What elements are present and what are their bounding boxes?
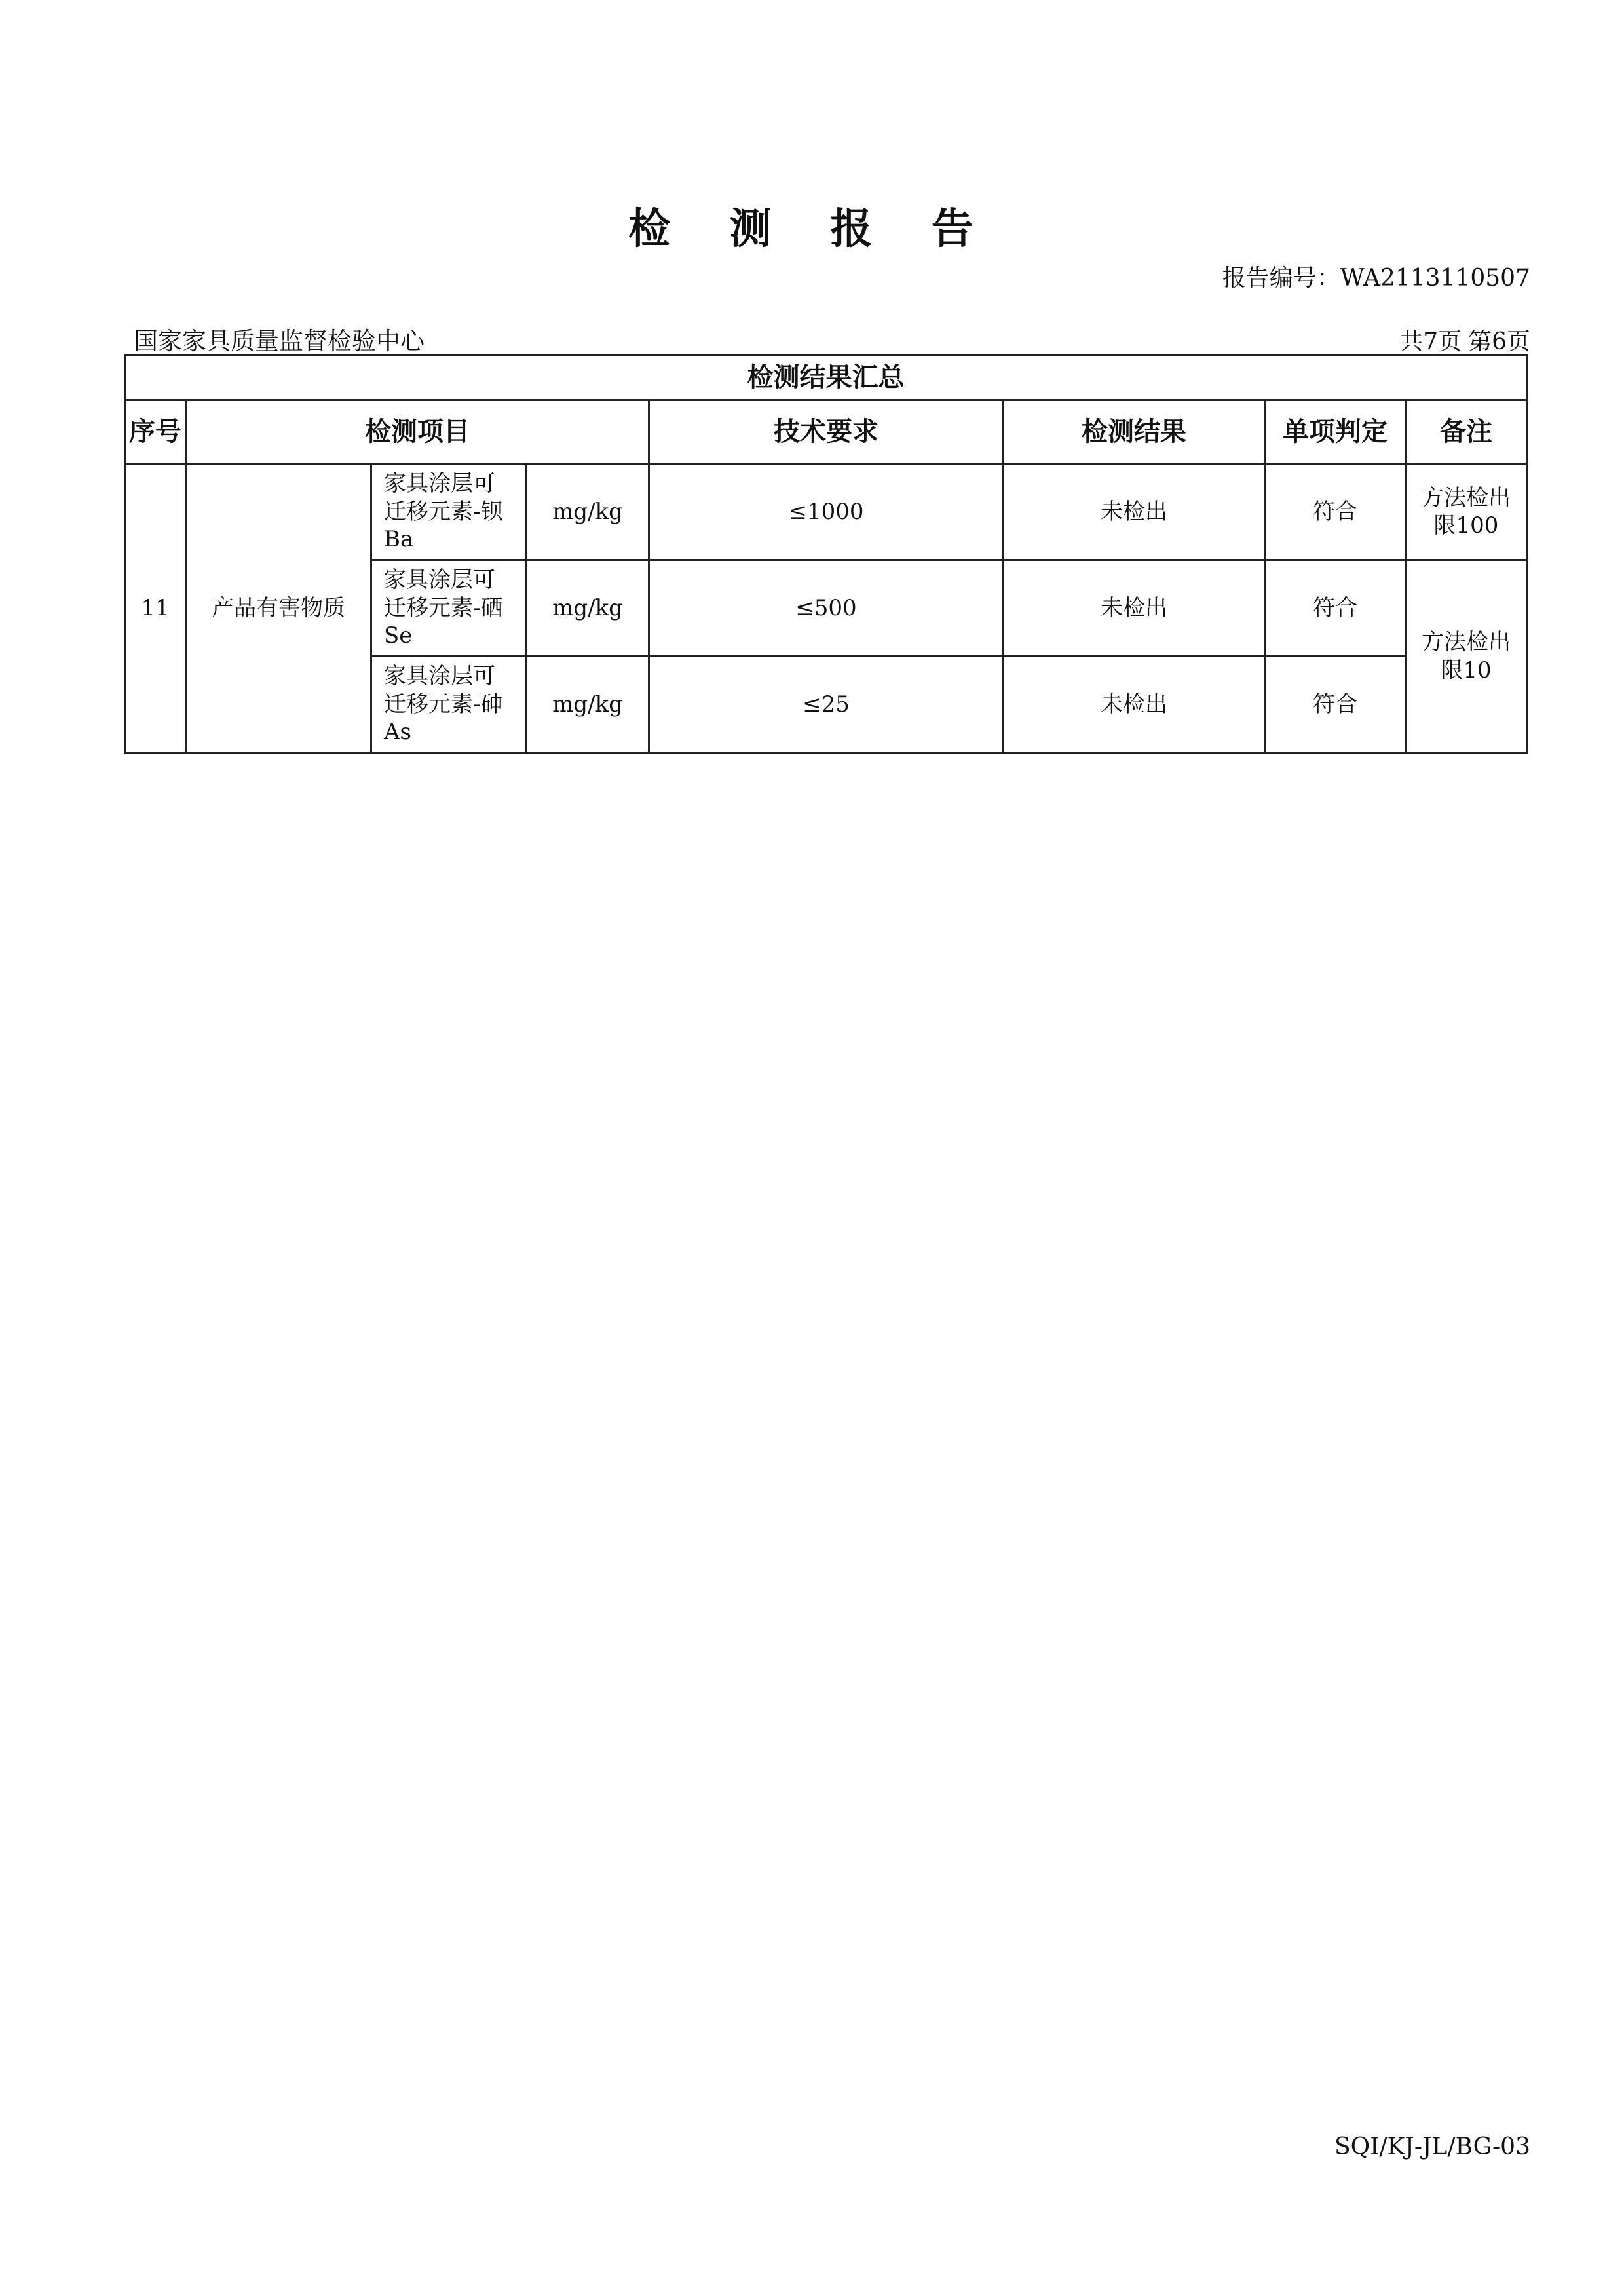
requirement-cell: ≤25 xyxy=(649,657,1004,753)
header-requirement: 技术要求 xyxy=(649,400,1004,464)
page-counter xyxy=(1393,323,1530,356)
table-header-row xyxy=(125,400,1527,464)
header-judgement: 单项判定 xyxy=(1265,400,1406,464)
form-code: SQI/KJ-JL/BG-03 xyxy=(1334,2133,1530,2160)
requirement-cell: ≤1000 xyxy=(649,464,1004,560)
item-cell: 家具涂层可 迁移元素-硒 Se xyxy=(371,560,527,657)
requirement-cell: ≤500 xyxy=(649,560,1004,657)
unit-cell: mg/kg xyxy=(527,657,649,753)
table-caption-row xyxy=(125,355,1527,400)
report-title: 检 测 报 告 xyxy=(628,205,996,254)
item-cell: 家具涂层可 迁移元素-砷 As xyxy=(371,657,527,753)
unit-cell: mg/kg xyxy=(527,560,649,657)
result-cell: 未检出 xyxy=(1004,657,1265,753)
total-pages: 共7页 xyxy=(1399,328,1462,355)
remark-cell: 方法检出 限100 xyxy=(1406,464,1527,560)
table-row xyxy=(125,464,1527,560)
header-remark: 备注 xyxy=(1406,400,1527,464)
result-cell: 未检出 xyxy=(1004,560,1265,657)
report-number: 报告编号：WA2113110507 xyxy=(1222,265,1530,292)
organization-name: 国家家具质量监督检验中心 xyxy=(134,327,425,355)
header-result: 检测结果 xyxy=(1004,400,1265,464)
category-cell: 产品有害物质 xyxy=(186,464,371,753)
results-summary-table xyxy=(124,354,1528,754)
judgement-cell: 符合 xyxy=(1265,464,1406,560)
judgement-cell: 符合 xyxy=(1265,657,1406,753)
unit-cell: mg/kg xyxy=(527,464,649,560)
shared-remark-cell: 方法检出 限10 xyxy=(1406,560,1527,753)
header-item: 检测项目 xyxy=(186,400,649,464)
current-page: 第6页 xyxy=(1468,328,1530,355)
item-cell: 家具涂层可 迁移元素-钡 Ba xyxy=(371,464,527,560)
judgement-cell: 符合 xyxy=(1265,560,1406,657)
result-cell: 未检出 xyxy=(1004,464,1265,560)
table-caption: 检测结果汇总 xyxy=(125,355,1527,400)
header-seq: 序号 xyxy=(125,400,186,464)
seq-cell: 11 xyxy=(125,464,186,753)
